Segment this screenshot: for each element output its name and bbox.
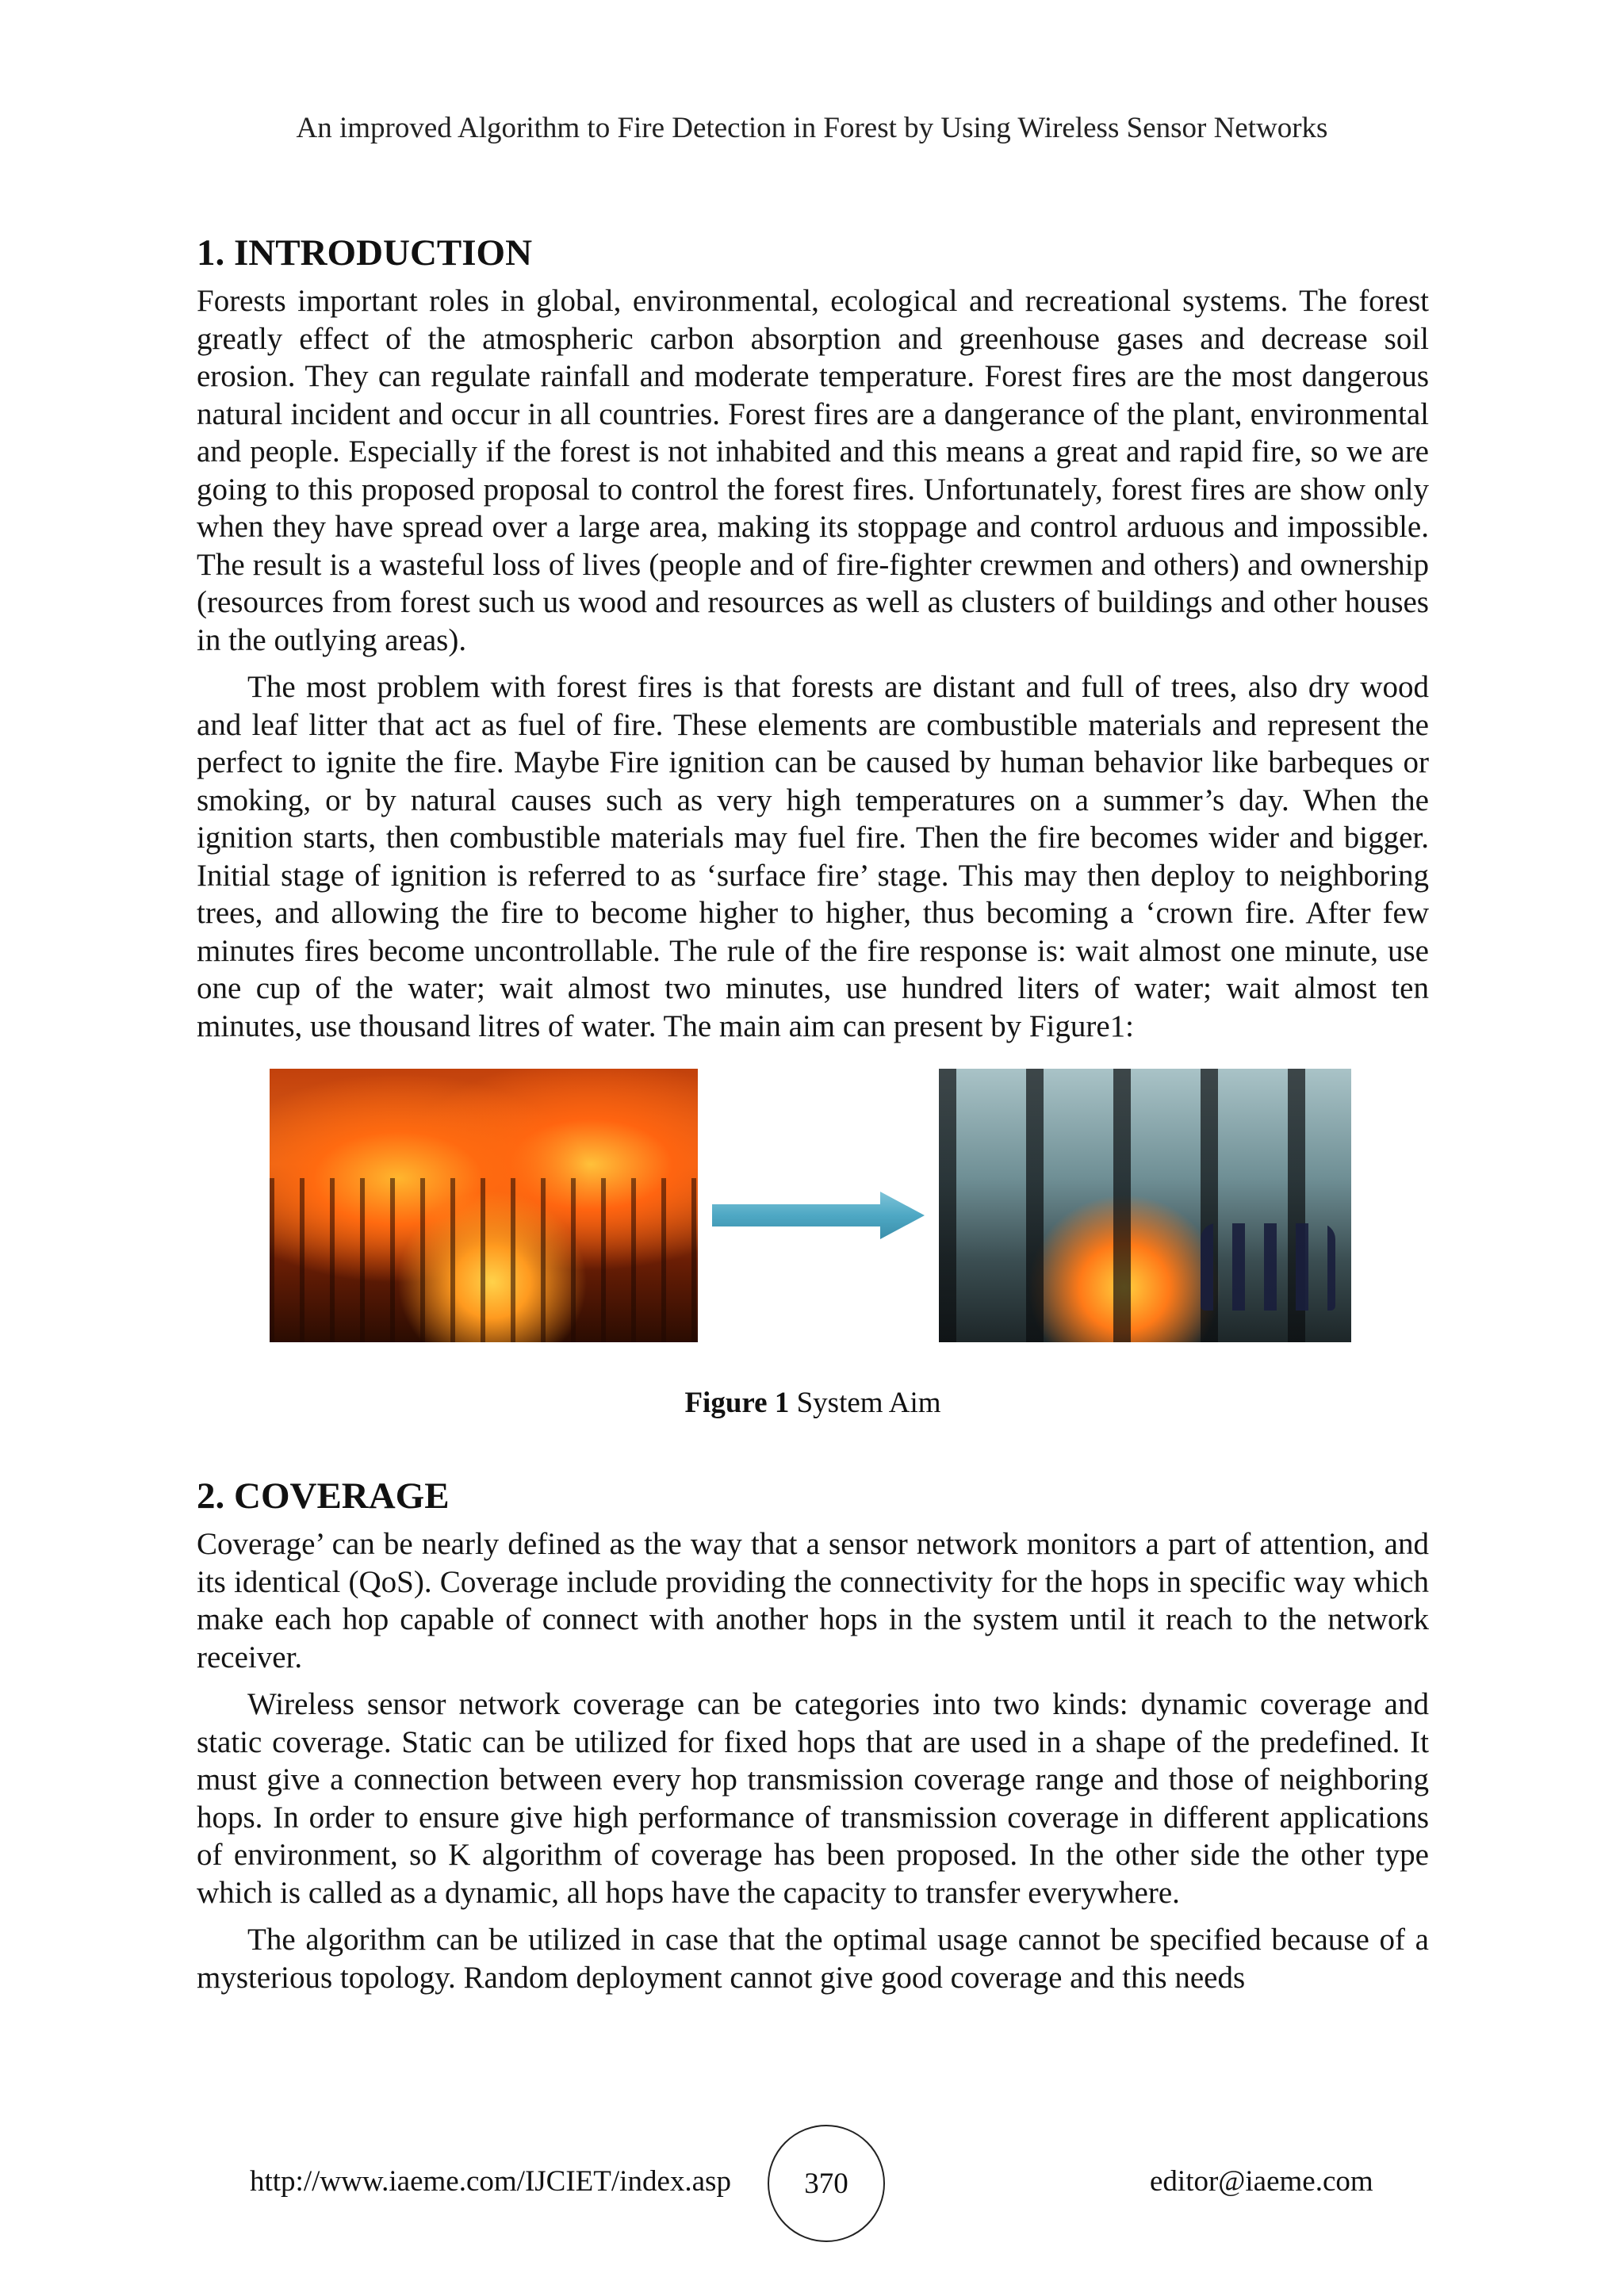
- paragraph: The most problem with forest fires is that forests are distant and full of trees, also dry wood and leaf litter that act as fuel of fire. These elements are combustible materials and represent the perfect to ignite the fire. Maybe Fire ignition can be caused by human behavior like barbeques or smoking, or by natural causes such as very high temperatures on a summer’s day. When the ignition starts, then combustible materials may fuel fire. Then the fire becomes wider and bigger. Initial stage of ignition is referred to as ‘surface fire’ stage. This may then deploy to neighboring trees, and allowing the fire to become higher to higher, thus becoming a ‘crown fire. After few minutes fires become uncontrollable. The rule of the fire response is: wait almost one minute, use one cup of the water; wait almost two minutes, use hundred liters of water; wait almost ten minutes, use thousand litres of water. The main aim can present by Figure1:: [197, 670, 1429, 1043]
- paragraph: Wireless sensor network coverage can be categories into two kinds: dynamic coverage and static coverage. Static can be utilized for fixed hops that are used in a shape of the predefined. It must give a connection between every hop transmission coverage range and those of neighboring hops. In order to ensure give high performance of transmission coverage in different applications of environment, so K algorithm of coverage has been proposed. In the other side the other type which is called as a dynamic, all hops have the capacity to transfer everywhere.: [197, 1687, 1429, 1910]
- paragraph: The algorithm can be utilized in case that the optimal usage cannot be specified because of a mysterious topology. Random deployment cannot give good coverage and this needs: [197, 1923, 1429, 1995]
- figure-label: Figure 1: [684, 1387, 790, 1419]
- footer-url-link[interactable]: http://www.iaeme.com/IJCIET/index.asp: [250, 2165, 731, 2198]
- running-header: An improved Algorithm to Fire Detection in Forest by Using Wireless Sensor Networks: [296, 112, 1328, 144]
- paragraph: Coverage’ can be nearly defined as the way that a sensor network monitors a part of attention, and its identical (QoS). Coverage include providing the connectivity for the hops in specific way which make each hop capable of connect with another hops in the system until it reach to the network receiver.: [197, 1527, 1429, 1674]
- section-coverage: [197, 1475, 1429, 1996]
- figure-caption-text: System Aim: [789, 1387, 941, 1419]
- firefighters-image: [939, 1069, 1351, 1342]
- paragraph: Forests important roles in global, environmental, ecological and recreational systems. The forest greatly effect of the atmospheric carbon absorption and greenhouse gases and decrease soil erosion. They can regulate rainfall and moderate temperature. Forest fires are the most dangerous natural incident and occur in all countries. Forest fires are a dangerance of the plant, environmental and people. Especially if the forest is not inhabited and this means a great and rapid fire, so we are going to this proposed proposal to control the forest fires. Unfortunately, forest fires are show only when they have spread over a large area, making its stoppage and control arduous and impossible. The result is a wasteful loss of lives (people and of fire-fighter crewmen and others) and ownership (resources from forest such us wood and resources as well as clusters of buildings and other houses in the outlying areas).: [197, 284, 1429, 657]
- main-content: [197, 232, 1429, 2006]
- forest-fire-image: [270, 1069, 698, 1342]
- page-number: 370: [804, 2167, 848, 2200]
- section-heading-introduction: 1. INTRODUCTION: [197, 232, 533, 274]
- footer-email-link[interactable]: editor@iaeme.com: [1150, 2165, 1373, 2198]
- figure-1: [197, 1069, 1429, 1465]
- page-number-badge: [768, 2125, 885, 2242]
- arrow-right-icon: [712, 1192, 928, 1239]
- section-heading-coverage: 2. COVERAGE: [197, 1475, 450, 1517]
- figure-caption: [197, 1386, 1429, 1420]
